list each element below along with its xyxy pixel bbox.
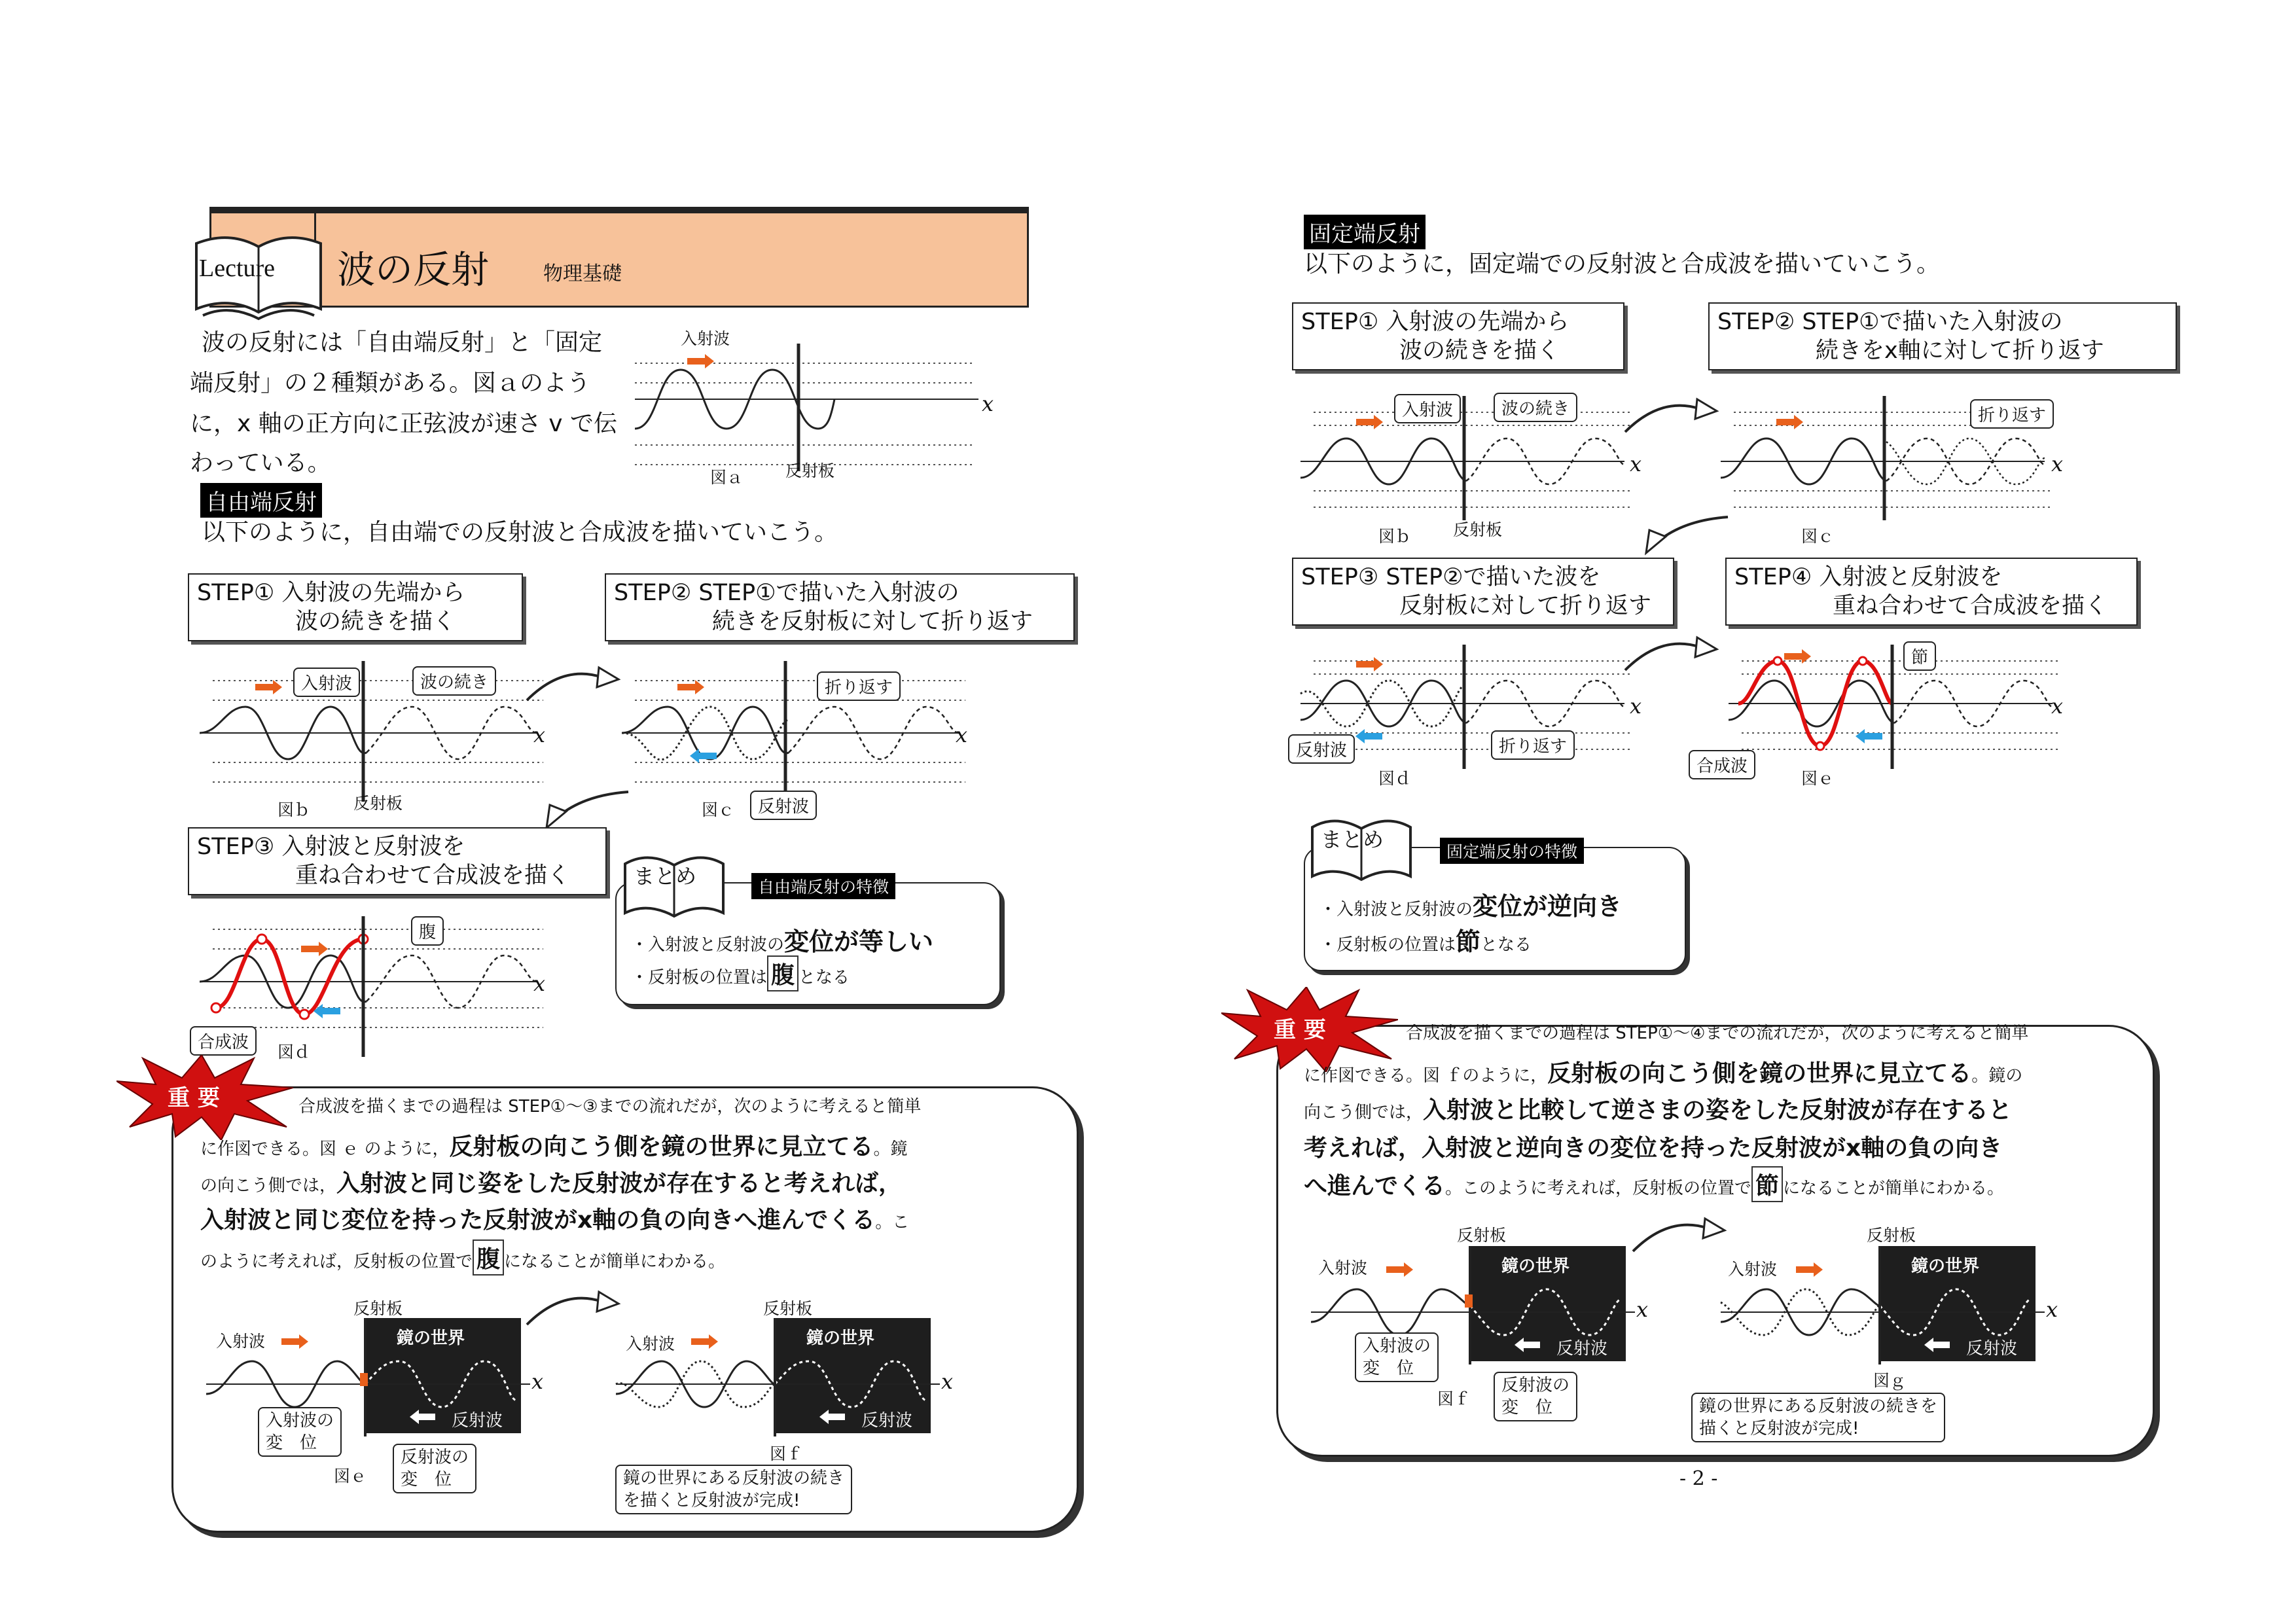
free-step1-line1: STEP① 入射波の先端から	[197, 580, 465, 606]
fixed-fig-b-x: x	[1630, 452, 1642, 476]
fixed-important-line2-post: 。鏡の	[1971, 1066, 2023, 1086]
fixed-fig-f-mirror-label: 鏡の世界	[1501, 1257, 1570, 1276]
free-fig-b-continue-callout: 波の続き	[412, 666, 496, 696]
fixed-fig-g-note-line1: 鏡の世界にある反射波の続きを	[1699, 1397, 1938, 1416]
fixed-fig-c-x: x	[2051, 452, 2064, 476]
fixed-step1-line2: 波の続きを描く	[1399, 338, 1560, 364]
free-important-line5-pre: のように考えれば，反射板の位置で	[200, 1252, 473, 1272]
fixed-summary-item1-em: 変位が逆向き	[1473, 892, 1623, 921]
free-summary-item2-post: となる	[798, 968, 850, 988]
fixed-important-line3-em: 入射波と比較して逆さまの姿をした反射波が存在すると	[1423, 1097, 2013, 1124]
fixed-arrow-c-to-d	[1630, 510, 1734, 556]
free-important-line4-post: 。こ	[875, 1213, 910, 1232]
fixed-figure-e	[1725, 641, 2079, 772]
fig-a-x-label: x	[982, 391, 994, 416]
free-summary-item1-em: 変位が等しい	[784, 927, 934, 956]
arrow-e-to-f	[524, 1285, 622, 1331]
intro-line-3: に，x 軸の正方向に正弦波が速さ v で伝	[190, 410, 617, 437]
free-fig-e-incident: 入射波	[216, 1332, 266, 1351]
free-fig-d-x: x	[533, 971, 546, 996]
free-summary-item2	[631, 955, 850, 991]
free-figure-b	[196, 654, 563, 805]
free-fig-f-note	[615, 1465, 852, 1514]
free-fig-f-incident: 入射波	[626, 1334, 675, 1353]
free-important-line1: 合成波を描くまでの過程は STEP①～③までの流れだが，次のように考えると簡単	[298, 1097, 922, 1116]
fixed-summary-title: 固定端反射の特徴	[1440, 838, 1584, 864]
fixed-fig-e-x: x	[2051, 694, 2064, 719]
fixed-step3-line1: STEP③ STEP②で描いた波を	[1301, 564, 1601, 590]
fixed-end-section-tag: 固定端反射	[1304, 215, 1426, 249]
fixed-fig-d-fold-callout: 折り返す	[1491, 730, 1575, 760]
free-important-badge: 重 要	[168, 1085, 220, 1111]
free-fig-e-mirror-label: 鏡の世界	[397, 1329, 465, 1348]
free-important-line4-em: 入射波と同じ変位を持った反射波がx軸の負の向きへ進んでくる	[200, 1207, 876, 1234]
lecture-label: Lecture	[199, 255, 276, 282]
fixed-fig-f-inc-callout	[1355, 1332, 1439, 1382]
fixed-important-line4-em: 考えれば，入射波と逆向きの変位を持った反射波がx軸の負の向き	[1304, 1135, 2003, 1162]
fixed-fig-f-x: x	[1636, 1297, 1649, 1322]
fig-a-caption: 図ａ	[710, 468, 744, 487]
free-fig-f-reflector: 反射板	[763, 1299, 813, 1318]
free-fig-e-ref-callout	[393, 1444, 476, 1493]
fixed-fig-f-ref-line1: 反射波の	[1501, 1376, 1570, 1395]
free-fig-f-caption: 図ｆ	[770, 1444, 803, 1463]
free-step3-line1: STEP③ 入射波と反射波を	[197, 834, 465, 860]
free-fig-e-ref-line2: 変 位	[401, 1470, 452, 1489]
free-fig-d-composite-callout: 合成波	[190, 1026, 257, 1056]
free-summary-badge: まとめ	[634, 864, 697, 889]
arrow-c-to-d	[530, 785, 635, 831]
free-important-line2	[200, 1128, 908, 1162]
free-end-section-tag: 自由端反射	[200, 483, 322, 518]
fixed-fig-g-x: x	[2046, 1297, 2058, 1322]
fixed-summary-item1-pre: ・入射波と反射波の	[1319, 900, 1473, 919]
fixed-fig-f-reflector: 反射板	[1457, 1226, 1507, 1245]
fixed-step2-box	[1708, 302, 2177, 370]
fixed-summary-item2	[1319, 921, 1532, 957]
fixed-fig-c-fold-callout: 折り返す	[1970, 399, 2054, 429]
fixed-fig-d-caption: 図ｄ	[1378, 769, 1412, 788]
fixed-figure-b	[1297, 393, 1651, 524]
free-important-line2-post: 。鏡	[873, 1139, 908, 1159]
free-figure-c	[619, 654, 985, 805]
free-important-line5-box: 腹	[473, 1240, 504, 1275]
free-step2-line1: STEP② STEP①で描いた入射波の	[614, 580, 960, 606]
fixed-summary-item1	[1319, 886, 1622, 922]
free-fig-f-mirror-label: 鏡の世界	[806, 1329, 875, 1348]
free-important-line4	[200, 1202, 909, 1235]
free-fig-e-caption: 図ｅ	[334, 1467, 367, 1486]
fixed-arrow-d-to-e	[1622, 631, 1720, 677]
free-fig-e-ref-line1: 反射波の	[401, 1448, 469, 1467]
fixed-step4-box	[1725, 558, 2138, 626]
free-step1-line2: 波の続きを描く	[295, 609, 456, 635]
fixed-important-line2	[1304, 1055, 2022, 1088]
fixed-fig-f-inc-line2: 変 位	[1363, 1359, 1414, 1378]
fixed-fig-g-reflector: 反射板	[1867, 1226, 1916, 1245]
arrow-b-to-c	[524, 661, 622, 707]
fixed-important-line5-post: になることが簡単にわかる。	[1783, 1179, 2005, 1198]
free-fig-e-x: x	[531, 1369, 544, 1394]
free-summary-item1	[631, 921, 933, 957]
fixed-step3-line2: 反射板に対して折り返す	[1399, 593, 1652, 619]
fig-a-reflector-label: 反射板	[785, 461, 835, 480]
free-important-line3-pre: の向こう側では，	[200, 1176, 337, 1196]
fixed-important-line4	[1304, 1130, 2002, 1163]
free-fig-c-x: x	[956, 722, 968, 747]
fixed-step1-line1: STEP① 入射波の先端から	[1301, 309, 1570, 335]
free-fig-b-x: x	[533, 722, 546, 747]
free-fig-e-reflector: 反射板	[353, 1299, 403, 1318]
free-step3-box	[188, 827, 607, 895]
fixed-important-badge: 重 要	[1274, 1017, 1326, 1043]
free-fig-c-caption: 図ｃ	[702, 800, 735, 819]
fixed-fig-g-mirror-label: 鏡の世界	[1911, 1257, 1980, 1276]
fixed-fig-e-composite-callout: 合成波	[1689, 750, 1755, 779]
fixed-arrow-f-to-g	[1630, 1212, 1728, 1258]
fixed-end-intro: 以下のように，固定端での反射波と合成波を描いていこう。	[1304, 251, 1941, 277]
fixed-step2-line1: STEP② STEP①で描いた入射波の	[1717, 309, 2063, 335]
free-step1-box	[188, 573, 523, 641]
free-fig-f-note-line2: を描くと反射波が完成!	[623, 1491, 800, 1510]
page-subtitle: 物理基礎	[543, 262, 622, 285]
fixed-fig-f-caption: 図ｆ	[1437, 1389, 1471, 1408]
fixed-important-line3-pre: 向こう側では，	[1304, 1103, 1424, 1122]
fixed-fig-g-incident: 入射波	[1728, 1260, 1778, 1279]
fixed-fig-f-ref-callout	[1494, 1372, 1577, 1421]
fixed-fig-g-note	[1691, 1393, 1945, 1442]
fixed-important-line2-em: 反射板の向こう側を鏡の世界に見立てる	[1547, 1060, 1972, 1087]
free-fig-c-fold-callout: 折り返す	[817, 671, 901, 701]
free-fig-e-inc-callout	[258, 1407, 342, 1457]
fixed-fig-d-reflected-callout: 反射波	[1288, 734, 1355, 764]
fixed-fig-b-incident-callout: 入射波	[1394, 394, 1461, 423]
free-fig-b-reflector: 反射板	[353, 794, 403, 813]
fixed-step2-line2: 続きをx軸に対して折り返す	[1816, 338, 2104, 364]
header-top-rule	[209, 207, 1029, 213]
fixed-step4-line1: STEP④ 入射波と反射波を	[1734, 564, 2003, 590]
free-fig-c-reflected-callout: 反射波	[750, 791, 817, 820]
free-summary-item2-pre: ・反射板の位置は	[631, 968, 768, 988]
page-number: - 2 -	[1679, 1467, 1718, 1490]
fixed-summary-item2-em: 節	[1456, 927, 1481, 956]
free-fig-f-x: x	[941, 1369, 954, 1394]
free-fig-e-inc-line2: 変 位	[266, 1433, 317, 1453]
free-step2-box	[605, 573, 1075, 641]
fixed-important-line1: 合成波を描くまでの過程は STEP①～④までの流れだが，次のように考えると簡単	[1406, 1024, 2029, 1043]
free-fig-b-incident-callout: 入射波	[293, 668, 360, 697]
fixed-step3-box	[1292, 558, 1674, 626]
free-important-line5-post: になることが簡単にわかる。	[504, 1252, 726, 1272]
page-title: 波の反射	[337, 247, 490, 292]
free-step3-line2: 重ね合わせて合成波を描く	[295, 863, 571, 889]
free-fig-f-note-line1: 鏡の世界にある反射波の続き	[623, 1469, 845, 1488]
fixed-fig-g-reflected: 反射波	[1966, 1339, 2018, 1359]
intro-line-4: わっている。	[190, 450, 331, 476]
intro-line-2: 端反射」の２種類がある。図ａのよう	[190, 370, 591, 397]
free-important-line5	[200, 1240, 725, 1275]
intro-line-1: 波の反射には「自由端反射」と「固定	[202, 329, 603, 356]
free-summary-item2-box: 腹	[767, 955, 798, 991]
free-step2-line2: 続きを反射板に対して折り返す	[712, 609, 1033, 635]
free-fig-b-caption: 図ｂ	[278, 800, 311, 819]
free-important-line3-em: 入射波と同じ姿をした反射波が存在すると考えれば，	[336, 1170, 903, 1197]
free-summary-item1-pre: ・入射波と反射波の	[631, 935, 785, 955]
fig-a-incident-label: 入射波	[681, 329, 730, 348]
fixed-fig-f-reflected: 反射波	[1556, 1339, 1608, 1359]
free-fig-e-inc-line1: 入射波の	[266, 1411, 334, 1431]
free-fig-f-reflected: 反射波	[861, 1411, 913, 1431]
fixed-fig-d-x: x	[1630, 694, 1642, 719]
fixed-arrow-b-to-c	[1622, 393, 1720, 438]
fixed-fig-e-node-callout: 節	[1903, 641, 1936, 671]
free-important-line2-em: 反射板の向こう側を鏡の世界に見立てる	[449, 1133, 874, 1160]
fixed-step1-box	[1292, 302, 1624, 370]
fixed-important-line2-pre: に作図できる。図 ｆのように，	[1304, 1066, 1548, 1086]
fixed-fig-b-continue-callout: 波の続き	[1494, 393, 1577, 422]
fixed-fig-g-note-line2: 描くと反射波が完成!	[1699, 1419, 1859, 1438]
fixed-fig-b-reflector: 反射板	[1453, 520, 1503, 539]
fixed-important-line5	[1304, 1166, 2004, 1202]
fixed-important-line3	[1304, 1092, 2012, 1125]
free-important-line2-pre: に作図できる。図 ｅ のように，	[200, 1139, 450, 1159]
free-end-intro: 以下のように，自由端での反射波と合成波を描いていこう。	[202, 519, 838, 546]
fixed-fig-c-caption: 図ｃ	[1801, 527, 1835, 546]
fixed-important-line5-box: 節	[1751, 1166, 1783, 1202]
fixed-fig-f-ref-line2: 変 位	[1501, 1398, 1553, 1418]
fixed-fig-e-caption: 図ｅ	[1801, 769, 1835, 788]
fixed-fig-b-caption: 図ｂ	[1378, 527, 1412, 546]
fixed-summary-item2-post: となる	[1480, 935, 1532, 955]
fixed-summary-badge: まとめ	[1321, 827, 1384, 852]
free-summary-title: 自由端反射の特徴	[751, 873, 895, 899]
fixed-fig-f-incident: 入射波	[1318, 1258, 1368, 1277]
free-fig-d-caption: 図ｄ	[278, 1043, 311, 1061]
free-fig-d-antinode-callout: 腹	[411, 916, 444, 946]
fixed-important-line5-em: へ進んでくる	[1304, 1173, 1446, 1200]
fixed-fig-g-caption: 図ｇ	[1873, 1371, 1907, 1390]
free-fig-e-reflected: 反射波	[452, 1411, 503, 1431]
fixed-summary-item2-pre: ・反射板の位置は	[1319, 935, 1456, 955]
fixed-important-line5-pre: 。このように考えれば，反射板の位置で	[1445, 1179, 1752, 1198]
fixed-step4-line2: 重ね合わせて合成波を描く	[1833, 593, 2108, 619]
free-important-line3	[200, 1165, 902, 1198]
fixed-fig-f-inc-line1: 入射波の	[1363, 1336, 1431, 1356]
